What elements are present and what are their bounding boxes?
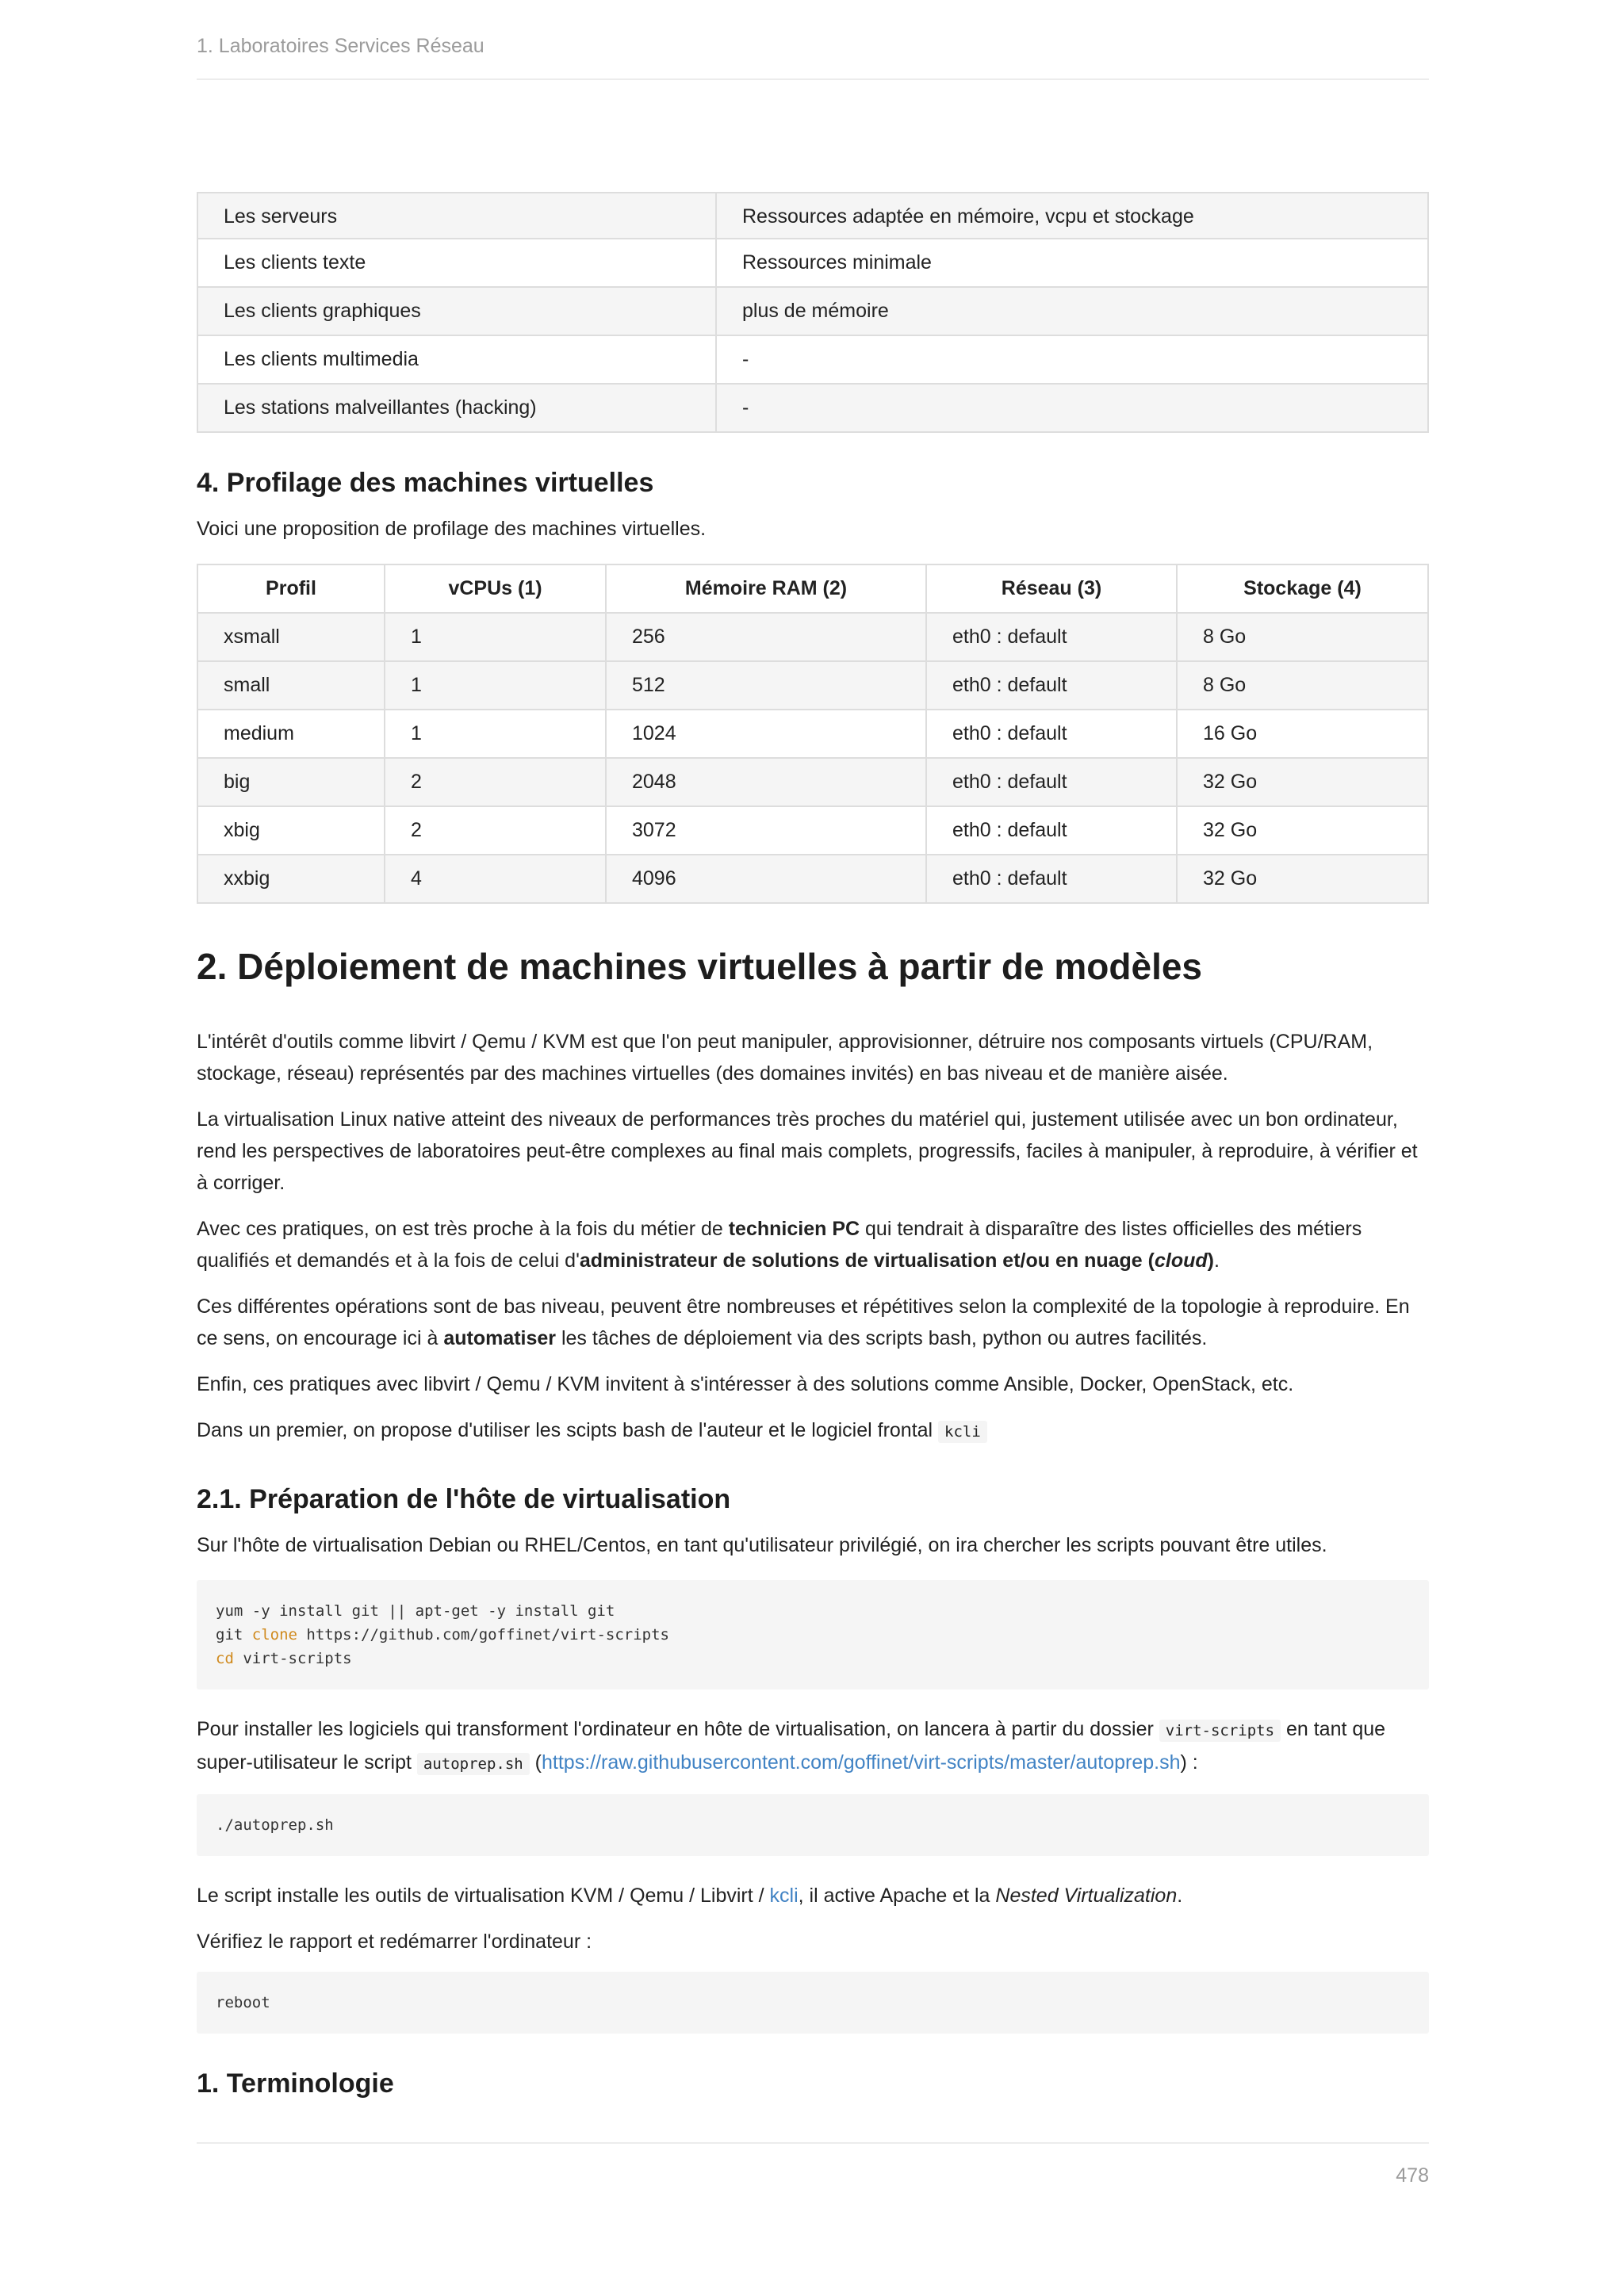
table-cell: 1 [385,613,606,661]
inline-code: autoprep.sh [417,1753,530,1775]
table-cell: xsmall [197,613,385,661]
paragraph: Pour installer les logiciels qui transforment l'ordinateur en hôte de virtualisation, on lancera à partir du dossier virt-scripts en tant que super-utilisateur le script autoprep.sh (https://raw.githubusercontent.com/goffinet/virt-scripts/master/autoprep.sh) : [197,1718,1386,1774]
column-header: Mémoire RAM (2) [606,564,926,613]
column-header: vCPUs (1) [385,564,606,613]
table-cell: big [197,758,385,806]
table-cell: Les clients graphiques [197,287,716,335]
table-cell: Les stations malveillantes (hacking) [197,384,716,432]
table-cell: 32 Go [1177,758,1428,806]
table-cell: plus de mémoire [716,287,1428,335]
autoprep-link[interactable]: https://raw.githubusercontent.com/goffinet/virt-scripts/master/autoprep.sh [542,1751,1181,1774]
table-cell: Les serveurs [197,193,716,239]
code-block: reboot [197,1972,1429,2034]
header-title: 1. Laboratoires Services Réseau [197,35,485,57]
table-cell: 1024 [606,710,926,758]
table-row [197,287,1428,335]
table-cell: xxbig [197,855,385,903]
table-cell: - [716,335,1428,384]
table-cell: 4096 [606,855,926,903]
paragraph: Dans un premier, on propose d'utiliser les scipts bash de l'auteur et le logiciel frontal kcli [197,1414,1429,1448]
paragraph: Enfin, ces pratiques avec libvirt / Qemu / KVM invitent à s'intéresser à des solutions comme Ansible, Docker, OpenStack, etc. [197,1373,1294,1395]
resources-table [197,192,1429,433]
bold-text: automatiser [443,1327,557,1349]
table-cell: - [716,384,1428,432]
section-heading-terminologie: 1. Terminologie [197,2068,394,2099]
paragraph: Sur l'hôte de virtualisation Debian ou RHEL/Centos, en tant qu'utilisateur privilégié, on ira chercher les scripts pouvant être utiles. [197,1534,1327,1556]
table-cell: Ressources adaptée en mémoire, vcpu et stockage [716,193,1428,239]
section-heading-preparation: 2.1. Préparation de l'hôte de virtualisation [197,1484,731,1514]
table-cell: 32 Go [1177,806,1428,855]
table-row [197,193,1428,239]
table-cell: 1 [385,710,606,758]
table-row [197,855,1428,903]
table-cell: 3072 [606,806,926,855]
code-block: yum -y install git || apt-get -y install git git clone https://github.com/goffinet/virt-scripts cd virt-scripts [197,1580,1429,1689]
table-cell: Les clients multimedia [197,335,716,384]
paragraph: Vérifiez le rapport et redémarrer l'ordinateur : [197,1931,592,1953]
chapter-heading-deploiement: 2. Déploiement de machines virtuelles à partir de modèles [197,946,1203,987]
table-cell: eth0 : default [926,758,1177,806]
page-header [197,35,1429,80]
table-cell: 512 [606,661,926,710]
table-row [197,661,1428,710]
table-cell: small [197,661,385,710]
table-cell: eth0 : default [926,613,1177,661]
table-cell: Ressources minimale [716,239,1428,287]
table-cell: 16 Go [1177,710,1428,758]
table-cell: eth0 : default [926,806,1177,855]
kcli-link[interactable]: kcli [769,1885,799,1907]
table-row [197,710,1428,758]
table-cell: 2 [385,806,606,855]
table-cell: 8 Go [1177,613,1428,661]
table-cell: eth0 : default [926,710,1177,758]
table-cell: 256 [606,613,926,661]
table-header-row [197,564,1428,613]
section-heading-profilage: 4. Profilage des machines virtuelles [197,468,654,498]
table-cell: 8 Go [1177,661,1428,710]
table-row [197,384,1428,432]
table-cell: eth0 : default [926,661,1177,710]
table-cell: 2 [385,758,606,806]
inline-code: virt-scripts [1159,1720,1281,1742]
table-row [197,335,1428,384]
table-row [197,239,1428,287]
table-cell: eth0 : default [926,855,1177,903]
paragraph: Voici une proposition de profilage des machines virtuelles. [197,518,707,540]
table-cell: xbig [197,806,385,855]
table-cell: 2048 [606,758,926,806]
main-content [197,192,1429,2114]
paragraph: Ces différentes opérations sont de bas niveau, peuvent être nombreuses et répétitives selon la complexité de la topologie à reproduire. En ce sens, on encourage ici à automatiser les tâches de déploiement via des scripts bash, python ou autres facilités. [197,1295,1410,1349]
table-cell: Les clients texte [197,239,716,287]
table-row [197,758,1428,806]
profiles-table [197,564,1429,904]
paragraph: L'intérêt d'outils comme libvirt / Qemu / KVM est que l'on peut manipuler, approvisionner, détruire nos composants virtuels (CPU/RAM, stockage, réseau) représentés par des machines virtuelles (des domaines invités) en bas niveau et de manière aisée. [197,1031,1373,1085]
inline-code: kcli [938,1421,987,1443]
column-header: Réseau (3) [926,564,1177,613]
table-row [197,806,1428,855]
bold-text: administrateur de solutions de virtualisation et/ou en nuage (cloud) [579,1249,1214,1272]
table-cell: 1 [385,661,606,710]
page-number: 478 [1396,2164,1429,2187]
code-block: ./autoprep.sh [197,1794,1429,1856]
table-row [197,613,1428,661]
column-header: Profil [197,564,385,613]
paragraph: Avec ces pratiques, on est très proche à la fois du métier de technicien PC qui tendrait à disparaître des listes officielles des métiers qualifiés et demandés et à la fois de celui d'administrateur de solutions de virtualisation et/ou en nuage (cloud). [197,1218,1362,1272]
table-cell: 32 Go [1177,855,1428,903]
bold-text: technicien PC [728,1218,860,1240]
table-cell: 4 [385,855,606,903]
column-header: Stockage (4) [1177,564,1428,613]
paragraph: Le script installe les outils de virtualisation KVM / Qemu / Libvirt / kcli, il active Apache et la Nested Virtualization. [197,1885,1183,1907]
paragraph: La virtualisation Linux native atteint des niveaux de performances très proches du matériel qui, justement utilisée avec un bon ordinateur, rend les perspectives de laboratoires peut-être complexes au final mais complets, progressifs, faciles à manipuler, à reproduire, à vérifier et à corriger. [197,1108,1418,1194]
page-footer [197,2142,1429,2187]
table-cell: medium [197,710,385,758]
